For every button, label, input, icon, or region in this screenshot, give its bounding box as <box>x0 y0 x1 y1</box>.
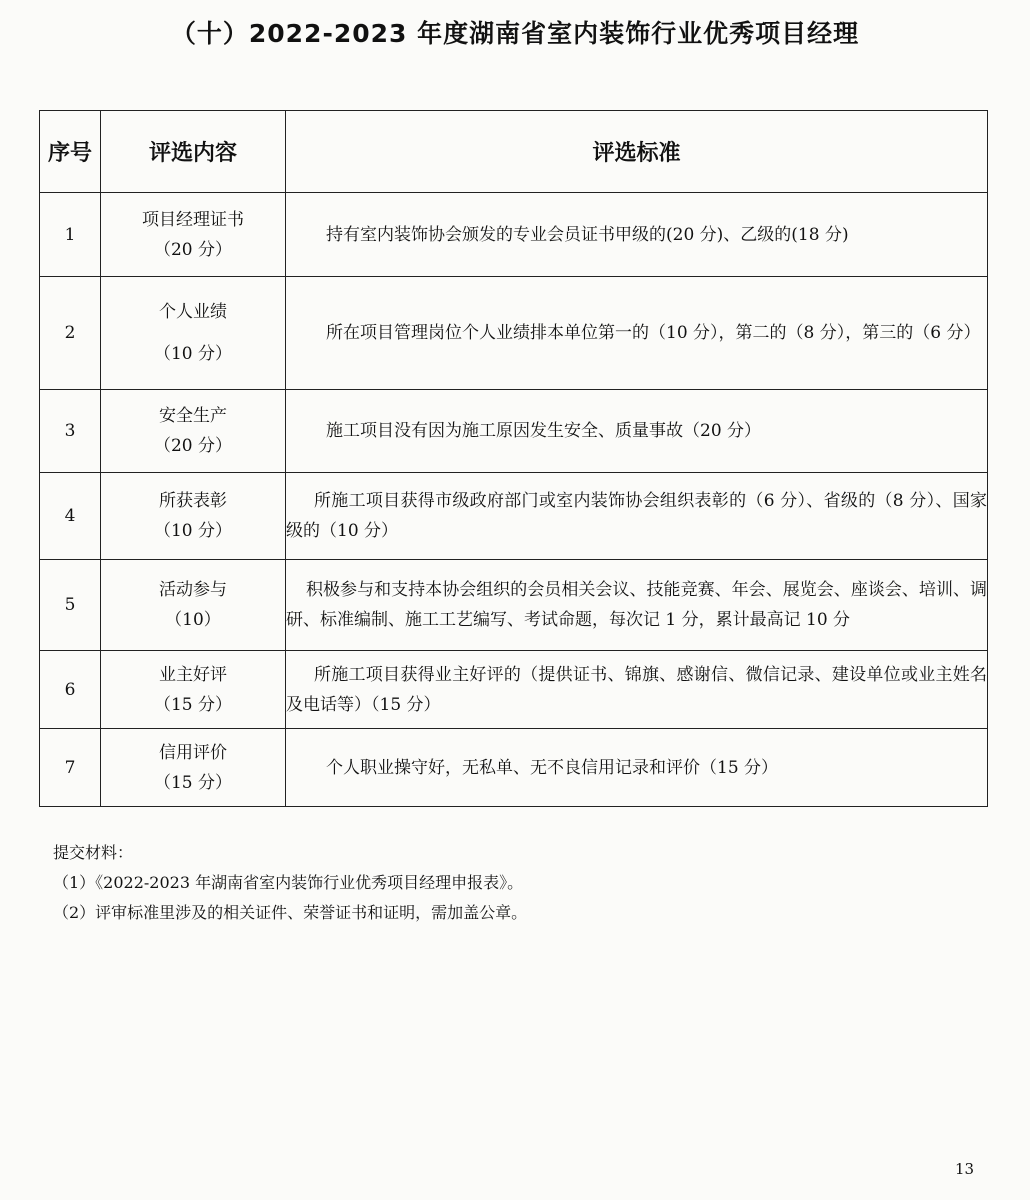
row-item <box>101 193 286 277</box>
item-score: （10） <box>165 610 221 630</box>
item-score: （10 分） <box>153 344 233 364</box>
row-standard <box>286 560 988 651</box>
row-standard <box>286 277 988 390</box>
row-item <box>101 390 286 473</box>
row-standard <box>286 651 988 729</box>
row-item <box>101 473 286 560</box>
header-standard: 评选标准 <box>286 111 988 193</box>
header-num: 序号 <box>40 111 101 193</box>
row-num: 7 <box>40 729 101 807</box>
standard-text: 个人职业操守好，无私单、无不良信用记录和评价（15 分） <box>326 757 779 778</box>
table-row <box>40 651 988 729</box>
row-standard <box>286 473 988 560</box>
notes-item: （1）《2022-2023 年湖南省室内装饰行业优秀项目经理申报表》。 <box>53 873 524 892</box>
row-num: 3 <box>40 390 101 473</box>
header-item: 评选内容 <box>101 111 286 193</box>
notes-item: （2）评审标准里涉及的相关证件、荣誉证书和证明，需加盖公章。 <box>53 903 528 922</box>
criteria-table <box>39 110 988 807</box>
standard-text: 积极参与和支持本协会组织的会员相关会议、技能竞赛、年会、展览会、座谈会、培训、调研、标准编制、施工工艺编写、考试命题，每次记 1 分，累计最高记 10 分 <box>286 580 987 630</box>
row-num: 5 <box>40 560 101 651</box>
table-row <box>40 277 988 390</box>
table-row <box>40 560 988 651</box>
row-standard <box>286 390 988 473</box>
standard-text: 所施工项目获得业主好评的（提供证书、锦旗、感谢信、微信记录、建设单位或业主姓名及电话等）（15 分） <box>286 664 987 715</box>
row-item <box>101 729 286 807</box>
standard-text: 施工项目没有因为施工原因发生安全、质量事故（20 分） <box>326 421 762 441</box>
row-num: 4 <box>40 473 101 560</box>
item-label: 信用评价 <box>159 742 227 763</box>
standard-text: 持有室内装饰协会颁发的专业会员证书甲级的(20 分)、乙级的(18 分) <box>326 224 849 245</box>
item-label: 项目经理证书 <box>142 209 244 230</box>
item-score: （10 分） <box>153 521 233 541</box>
row-num: 1 <box>40 193 101 277</box>
submission-notes <box>53 838 527 928</box>
table-row <box>40 729 988 807</box>
item-score: （20 分） <box>153 239 233 260</box>
page-number: 13 <box>955 1160 975 1178</box>
item-label: 业主好评 <box>159 664 227 685</box>
table-row <box>40 390 988 473</box>
row-num: 2 <box>40 277 101 390</box>
row-item <box>101 560 286 651</box>
table-header-row <box>40 111 988 193</box>
notes-heading: 提交材料： <box>53 843 134 862</box>
item-score: （15 分） <box>153 772 233 793</box>
row-item <box>101 277 286 390</box>
row-standard <box>286 193 988 277</box>
row-standard <box>286 729 988 807</box>
table-row <box>40 473 988 560</box>
standard-text: 所施工项目获得市级政府部门或室内装饰协会组织表彰的（6 分）、省级的（8 分）、国家级的（10 分） <box>286 491 987 541</box>
item-label: 安全生产 <box>159 406 227 426</box>
item-label: 所获表彰 <box>159 491 227 511</box>
page-title: （十）2022-2023 年度湖南省室内装饰行业优秀项目经理 <box>170 19 860 48</box>
item-label: 个人业绩 <box>159 302 227 322</box>
standard-text: 所在项目管理岗位个人业绩排本单位第一的（10 分），第二的（8 分），第三的（6 分） <box>326 323 981 343</box>
row-item <box>101 651 286 729</box>
item-score: （15 分） <box>153 694 233 715</box>
item-score: （20 分） <box>153 436 233 456</box>
row-num: 6 <box>40 651 101 729</box>
item-label: 活动参与 <box>159 580 227 600</box>
table-row <box>40 193 988 277</box>
